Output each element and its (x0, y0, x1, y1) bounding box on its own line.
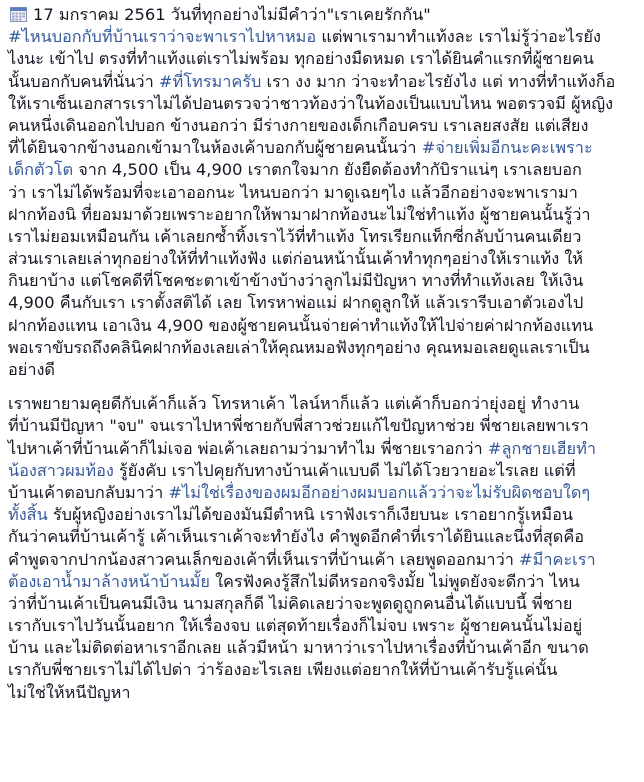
post-text: แต่พาเรามาทำแท้งละ เราไม่รู้ว่าอะไรยัง (316, 27, 601, 47)
text-line (8, 549, 638, 571)
post-text: กันว่าคนที่บ้านเค้ารู้ เค้าเห็นเราเค้าจะทำยังไง คำพูดอีกคำที่เราได้ยินและนึ่งที่สุดคือ (8, 527, 585, 547)
post-text: นั้นบอกกับคนที่นั่นว่า (8, 71, 159, 91)
post-text: ไม่ใช่ให้หนีปัญหา (8, 682, 131, 702)
text-line (8, 359, 638, 381)
post-text: บ้านเค้าตอบกลับมาว่า (8, 482, 169, 502)
hashtag-link[interactable]: เด็กตัวโต (8, 160, 74, 180)
post-text: ไงนะ เข้าไป ตรงที่ทำแท้งแต่เราไม่พร้อม ทุกอย่างมืดหมด เราได้ยินคำแรกที่ผู้ชายคน (8, 49, 594, 69)
post-text: ฝากท้องแทน เอาเงิน 4,900 ของผู้ชายคนนั้นจ่ายค่าทำแท้งให้ไปจ่ายค่าฝากท้องแทน (8, 315, 594, 335)
post-text: ใครฟังคงรู้สึกไม่ดีหรอกจริงมั้ย ไม่พูดยังจะดีกว่า ไหน (209, 571, 580, 591)
post-text: ไปหาเค้าที่บ้านเค้าก็ไม่เจอ พ่อเค้าเลยถามว่ามาทำไม พี่ชายเราอกว่า (8, 438, 488, 458)
post-text: รับผู้หญิงอย่างเราไม่ได้ของมันมีตำหนิ เราฟังเราก็เงียบนะ เราอยากรู้เหมือน (47, 505, 573, 525)
post-text: ที่ได้ยินจากข้างนอกเข้ามาในห้องเค้าบอกกับผู้ชายคนนั้นว่า (8, 138, 422, 158)
post-paragraph (8, 26, 638, 381)
post-text: เราไม่ยอมเหมือนกัน เค้าเลยกซ้ำทิ้งเราไว้ที่ทำแท้ง โทรเรียกแท็กซี่กลับบ้านคนเดียว (8, 226, 582, 246)
text-line (8, 292, 638, 314)
hashtag-link[interactable]: #จ่ายเพิ่มอีกนะคะเพราะ (421, 138, 593, 158)
paragraph-gap (8, 381, 638, 393)
post-text: เรากับพี่ชายเราไม่ได้ไปด่า ว่าร้องอะไรเลย เพียงแต่อยากให้ที่บ้านเค้ารับรู้แค่นั้น (8, 660, 558, 680)
text-line (8, 226, 638, 248)
calendar-icon (10, 7, 27, 22)
text-line (8, 26, 638, 48)
text-line (8, 615, 638, 637)
post-text: ให้เราเซ็นเอกสารเราไม่ได้ปอนตรวจว่าชาวท้องว่าในท้องเป็นแบบไหน พอตรวจมี ผู้หญิง (8, 93, 614, 113)
text-line (8, 315, 638, 337)
post-date-title: 17 มกราคม 2561 วันที่ทุกอย่างไม่มีคำว่า"เราเคยรักกัน" (33, 5, 431, 24)
post-text: รู้ยังคับ เราไปคุยกับทางบ้านเค้าแบบดี ไม่ได้โวยวายอะไรเลย แต่ที่ (113, 460, 576, 480)
text-line (8, 48, 638, 70)
post-text: 4,900 คืนกับเรา เราตั้งสติได้ เลย โทรหาพ่อแม่ ฝากดูลูกให้ แล้วเรารีบเอาตัวเองไป (8, 293, 584, 313)
post-text: กินยาบ้าง แต่โชคดีที่โชคชะตาเข้าข้างบ้างว่าลูกไม่มีปัญหา ทางที่ทำแท้งเลย ให้เงิน (8, 271, 584, 291)
post-text: พอเราขับรถถึงคลินิคฝากท้องเลยเล่าให้คุณหมอฟังทุกๆอย่าง คุณหมอเลยดูแลเราเป็น (8, 337, 590, 357)
post-text: ที่บ้านมีปัญหา "จบ" จนเราไปหาพี่ชายกับพี่สาวช่วยแก้ไขปัญหาช่วย พี่ชายเลยพาเรา (8, 416, 589, 436)
hashtag-link[interactable]: ทั้งสิ้น (8, 505, 48, 525)
text-line (8, 682, 638, 704)
post-text: คนหนึ่งเดินออกไปบอก ข้างนอกว่า มีร่างกายของเด็กเกือบครบ เราเลยสงสัย แต่เสียง (8, 115, 589, 135)
post-text: บ้าน และไม่ติดต่อหาเราอีกเลย แล้วมีหน้า มาหาว่าเราไปหาเรื่องที่บ้านเค้าอีก ขนาด (8, 638, 589, 658)
hashtag-link[interactable]: #ลูกชายเฮียทำ (487, 438, 596, 458)
text-line (8, 526, 638, 548)
hashtag-link[interactable]: น้องสาวผมท้อง (8, 460, 114, 480)
text-line (8, 571, 638, 593)
hashtag-link[interactable]: #ไหนบอกกับที่บ้านเราว่าจะพาเราไปหาหมอ (8, 27, 317, 47)
post-text: เรา งง มาก ว่าจะทำอะไรยังไง แต่ ทางที่ทำแท้งก็อ (261, 71, 616, 91)
post-header (8, 4, 638, 26)
text-line (8, 593, 638, 615)
post-text: อย่างดี (8, 360, 55, 379)
text-line (8, 337, 638, 359)
hashtag-link[interactable]: ต้องเอาน้ำมาล้างหน้าบ้านมั้ย (8, 571, 210, 591)
text-line (8, 659, 638, 681)
post-text: เราพยายามคุยดีกับเค้าก็แล้ว โทรหาเค้า ไลน์หาก็แล้ว แต่เค้าก็บอกว่ายุ่งอยู่ ทำงาน (8, 394, 580, 414)
text-line (8, 204, 638, 226)
hashtag-link[interactable]: #ไม่ใช่เรื่องของผมอีกอย่างผมบอกแล้วว่าจะไม่รับผิดชอบใดๆ (168, 482, 591, 502)
hashtag-link[interactable]: #มีาคะเรา (519, 549, 596, 569)
text-line (8, 115, 638, 137)
text-line (8, 460, 638, 482)
text-line (8, 248, 638, 270)
text-line (8, 137, 638, 159)
text-line (8, 159, 638, 181)
post-body (8, 26, 638, 704)
post-text: ว่าที่บ้านเค้าเป็นคนมีเงิน นามสกุลก็ดี ไม่คิดเลยว่าจะพูดดูถูกคนอื่นได้แบบนี้ พี่ชาย (8, 593, 573, 613)
text-line (8, 504, 638, 526)
text-line (8, 482, 638, 504)
post-paragraph (8, 393, 638, 704)
text-line (8, 182, 638, 204)
text-line (8, 438, 638, 460)
facebook-post (8, 4, 638, 704)
post-text: ว่า เราไม่ได้พร้อมที่จะเอาออกนะ ไหนบอกว่า มาดูเฉยๆไง แล้วอีกอย่างจะพาเรามา (8, 182, 578, 202)
post-text: ส่วนเราเลยเล่าทุกอย่างให้ที่ทำแท้งฟัง แต่ก่อนหน้านั้นเค้าทำทุกๆอย่างให้เราแท้ง ให้ (8, 249, 584, 269)
post-text: เรากับเราไปวันนั้นอยาก ให้เรื่องจบ แต่สุดท้ายเรื่องก็ไม่จบ เพราะ ผู้ชายคนนั้นไม่อยู่ (8, 616, 583, 636)
text-line (8, 415, 638, 437)
text-line (8, 93, 638, 115)
post-text: จาก 4,500 เป็น 4,900 เราตกใจมาก ยังยืดต้องทำกับิราแน่ๆ เราเลยบอก (73, 160, 582, 180)
text-line (8, 71, 638, 93)
text-line (8, 393, 638, 415)
hashtag-link[interactable]: #ที่โทรมาครับ (158, 71, 262, 91)
post-text: คำพูดจากปากน้องสาวคนเล็กของเค้าที่เห็นเราที่บ้านเค้า เลยพูดออกมาว่า (8, 549, 520, 569)
text-line (8, 637, 638, 659)
post-text: ฝากท้องนิ ที่ยอมมาด้วยเพราะอยากให้พามาฝากท้องนะไม่ใช่ทำแท้ง ผู้ชายคนนั้นรู้ว่า (8, 204, 591, 224)
text-line (8, 270, 638, 292)
